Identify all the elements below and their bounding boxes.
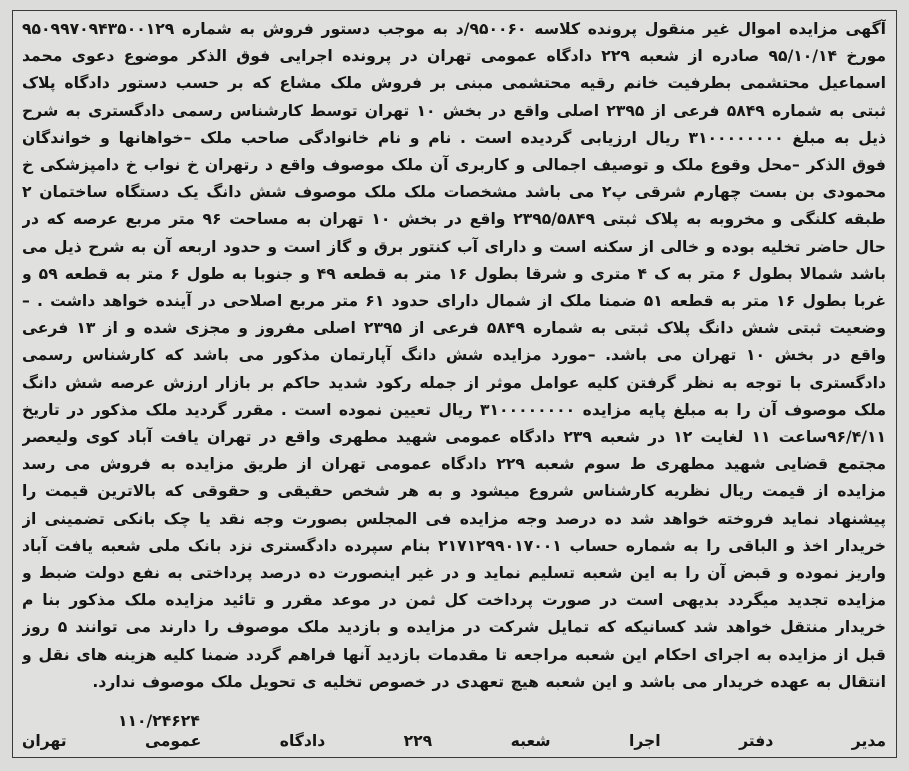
signature-word-office: دفتر — [739, 732, 774, 750]
notice-body-text: آگهی مزایده اموال غیر منقول پرونده کلاسه ۹۵۰۰۶۰/د به موجب دستور فروش به شماره ۹۵۰۹۹۷۰۹۴۳۵۰۰۱۲۹ مورخ ۹۵/۱۰/۱۴ صادره از شعبه ۲۲۹ دادگاه عمومی تهران در پرونده اجرایی فوق الذکر موضوع دعوی محمد اسماعیل محتشمی بطرفیت خانم رقیه محتشمی مبنی بر فروش ملک مشاع که بر حسب دستور دادگاه پلاک ثبتی به شماره ۵۸۴۹ فرعی از ۲۳۹۵ اصلی واقع در بخش ۱۰ تهران توسط کارشناس رسمی دادگستری به شرح ذیل به مبلغ ۳۱۰۰۰۰۰۰۰۰ ریال ارزیابی گردیده است . نام و نام خانوادگی صاحب ملک –خواهانها و خواندگان فوق الذکر –محل وقوع ملک و توصیف اجمالی و کاربری آن ملک موصوف واقع د رتهران خ نواب خ دامپزشکی خ محمودی بن بست چهارم شرقی پ۲ می باشد مشخصات ملک ملک موصوف شش دانگ یک دستگاه ساختمان ۲ طبقه کلنگی و مخروبه به پلاک ثبتی ۲۳۹۵/۵۸۴۹ واقع در بخش ۱۰ تهران به مساحت ۹۶ متر مربع عرصه که در حال حاضر تخلیه بوده و خالی از سکنه است و دارای آب کنتور برق و گاز است و حدود اربعه آن به شرح ذیل می باشد شمالا بطول ۶ متر به ک ۴ متری و شرقا بطول ۱۶ متر به قطعه ۴۹ و جنوبا به طول ۶ متر به قطعه ۵۹ و غربا بطول ۱۶ متر به قطعه ۵۱ ضمنا ملک از شمال دارای حدود ۶۱ متر مربع اصلاحی در آینده خواهد داشت . –وضعیت ثبتی شش دانگ پلاک ثبتی به شماره ۵۸۴۹ فرعی از ۲۳۹۵ اصلی مفروز و مجزی شده و از ۱۳ فرعی واقع در بخش ۱۰ تهران می باشد. –مورد مزایده شش دانگ آپارتمان مذکور می باشد که کارشناس رسمی دادگستری با توجه به نظر گرفتن کلیه عوامل موثر از جمله رکود شدید حاکم بر بازار ارزش عرصه شش دانگ ملک موصوف آن را به مبلغ پایه مزایده ۳۱۰۰۰۰۰۰۰۰ ریال تعیین نموده است . مقرر گردید ملک مذکور در تاریخ ۹۶/۴/۱۱ساعت ۱۱ لغایت ۱۲ در شعبه ۲۳۹ دادگاه عمومی شهید مطهری واقع در تهران یافت آباد کوی ولیعصر مجتمع قضایی شهید مطهری ط سوم شعبه ۲۲۹ دادگاه عمومی تهران از طریق مزایده به فروش می رسد مزایده از قیمت ریال نظریه کارشناس شروع میشود و به هر شخص حقیقی و حقوقی که بالاترین قیمت را پیشنهاد نماید فروخته خواهد شد ده درصد وجه مزایده فی المجلس بصورت وجه نقد یا چک بانکی تضمینی از خریدار اخذ و الباقی را به شماره حساب ۲۱۷۱۲۹۹۰۱۷۰۰۱ بنام سپرده دادگستری نزد بانک ملی شعبه یافت آباد واریز نموده و قبض آن را به این شعبه تسلیم نماید و در غیر اینصورت ده درصد پرداختی به نفع دولت ضبط و مزایده تجدید میگردد بدیهی است در صورت پرداخت کل ثمن در موعد مقرر و تائید مزایده ملک مذکور بنا م خریدار منتقل خواهد شد کسانیکه که تمایل شرکت در مزایده و بازدید ملک موصوف را دارند می توانند ۵ روز قبل از مزایده به اجرای احکام این شعبه مراجعه تا مقدمات بازدید آنها فراهم گردد ضمنا کلیه هزینه های نقل و انتقال به عهده خریدار می باشد و این شعبه هیچ تعهدی در خصوص تخلیه ی تحویل ملک موصوف ندارد. — [22, 20, 886, 691]
signature-word-branch: شعبه — [510, 732, 551, 750]
notice-signature — [22, 728, 886, 754]
signature-word-branch-number: ۲۲۹ — [403, 732, 433, 750]
auction-notice — [22, 16, 886, 722]
signature-word-court: دادگاه — [279, 732, 326, 750]
notice-reference-number: ۱۱۰/۲۴۶۲۴ — [118, 712, 200, 730]
signature-word-execution: اجرا — [629, 732, 661, 750]
signature-word-tehran: تهران — [22, 732, 67, 750]
signature-word-general: عمومی — [144, 732, 202, 750]
signature-line — [22, 728, 886, 754]
signature-word-manager: مدیر — [851, 732, 886, 750]
